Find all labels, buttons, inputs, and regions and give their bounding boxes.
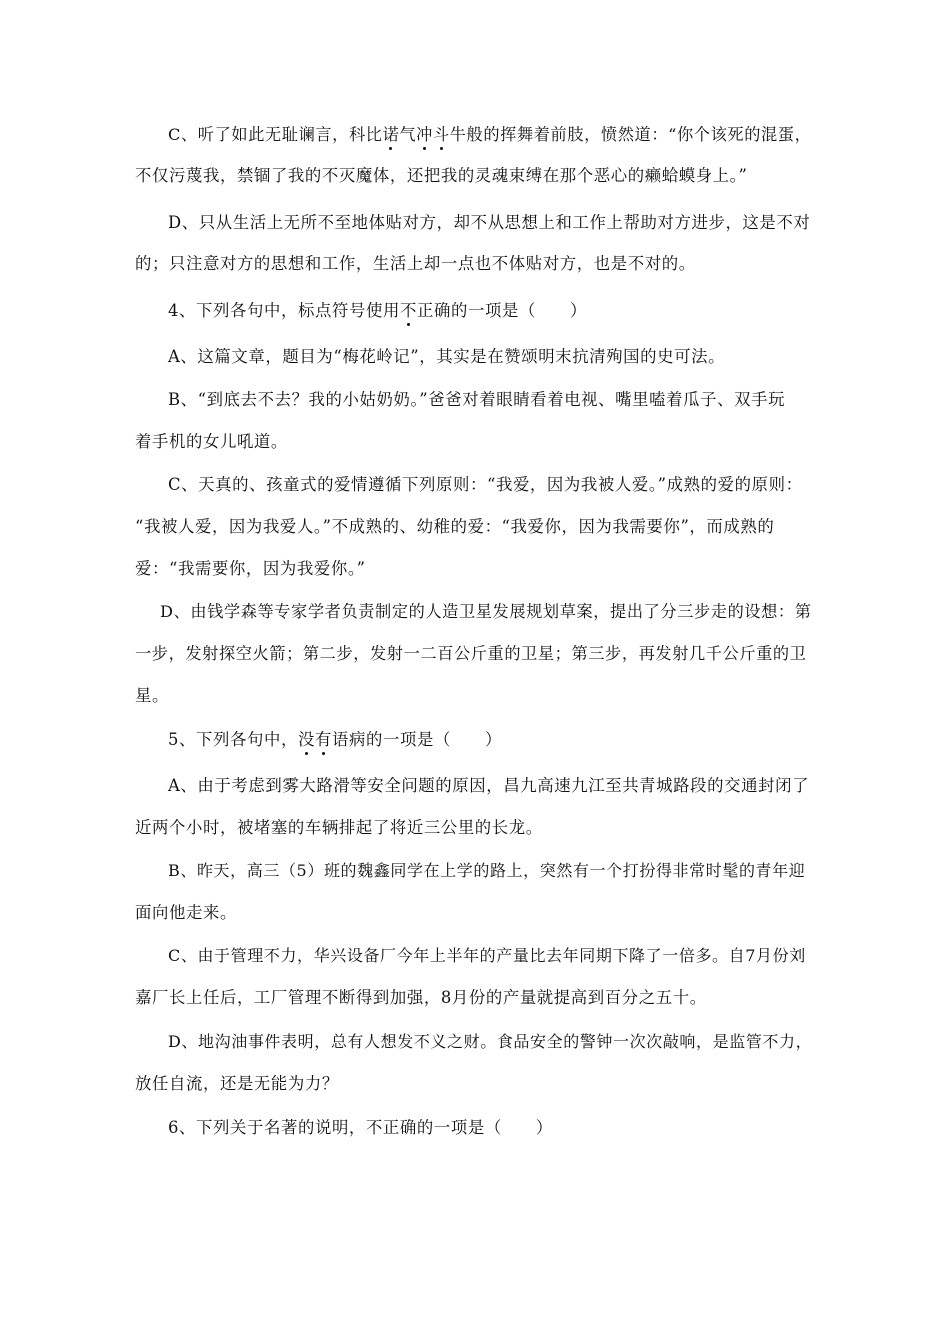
option-d-q4-line-1: D、由钱学森等专家学者负责制定的人造卫星发展规划草案，提出了分三步走的设想：第: [160, 602, 812, 621]
option-d-q4-line-2: 一步，发射探空火箭；第二步，发射一二百公斤重的卫星；第三步，再发射几千公斤重的卫: [135, 644, 807, 663]
option-c-q5-line-2: 嘉厂长上任后，工厂管理不断得到加强，8月份的产量就提高到百分之五十。: [135, 988, 707, 1007]
option-d-q4-line-3: 星。: [135, 686, 169, 705]
option-d-q3-line-1: D、只从生活上无所不至地体贴对方，却不从思想上和工作上帮助对方进步，这是不对: [168, 213, 811, 232]
option-d-q5-line-1: D、地沟油事件表明，总有人想发不义之财。食品安全的警钟一次次敲响，是监管不力，: [168, 1032, 813, 1051]
option-a-q5-line-1: A、由于考虑到雾大路滑等安全问题的原因，昌九高速九江至共青城路段的交通封闭了: [168, 776, 810, 795]
option-b-q5-line-2: 面向他走来。: [135, 903, 237, 922]
option-b-q5-line-1: B、昨天，高三（5）班的魏鑫同学在上学的路上，突然有一个打扮得非常时髦的青年迎: [168, 861, 806, 880]
option-d-q5-line-2: 放任自流，还是无能为力？: [135, 1074, 339, 1093]
option-a-q4: A、这篇文章，题目为“梅花岭记”，其实是在赞颂明末抗清殉国的史可法。: [168, 347, 726, 366]
question-6-stem: 6、下列关于名著的说明，不正确的一项是（ ）: [168, 1118, 553, 1137]
option-c-q4-line-3: 爱：“我需要你，因为我爱你。”: [135, 559, 366, 578]
option-c-q4-line-2: “我被人爱，因为我爱人。”不成熟的、幼稚的爱：“我爱你，因为我需要你”，而成熟的: [135, 517, 775, 536]
option-a-q5-line-2: 近两个小时，被堵塞的车辆排起了将近三公里的长龙。: [135, 818, 543, 837]
option-b-q4-line-1: B、“到底去不去？我的小姑奶奶。”爸爸对着眼睛看着电视、嘴里嗑着瓜子、双手玩: [168, 390, 786, 409]
option-c-q4-line-1: C、天真的、孩童式的爱情遵循下列原则：“我爱，因为我被人爱。”成熟的爱的原则：: [168, 475, 803, 494]
option-b-q4-line-2: 着手机的女儿吼道。: [135, 432, 288, 451]
option-c-q3-line-2: 不仅污蔑我，禁锢了我的不灭魔体，还把我的灵魂束缚在那个恶心的癞蛤蟆身上。”: [135, 166, 748, 185]
option-d-q3-line-2: 的；只注意对方的思想和工作，生活上却一点也不体贴对方，也是不对的。: [135, 254, 696, 273]
question-4-stem: 4、下列各句中，标点符号使用不正确的一项是（ ）: [168, 301, 588, 320]
option-c-q5-line-1: C、由于管理不力，华兴设备厂今年上半年的产量比去年同期下降了一倍多。自7月份刘: [168, 946, 806, 965]
question-5-stem: 5、下列各句中，没有语病的一项是（ ）: [168, 730, 503, 749]
option-c-q3-line-1: C、听了如此无耻谰言，科比诺气冲斗牛般的挥舞着前肢，愤然道：“你个该死的混蛋，: [168, 125, 812, 144]
